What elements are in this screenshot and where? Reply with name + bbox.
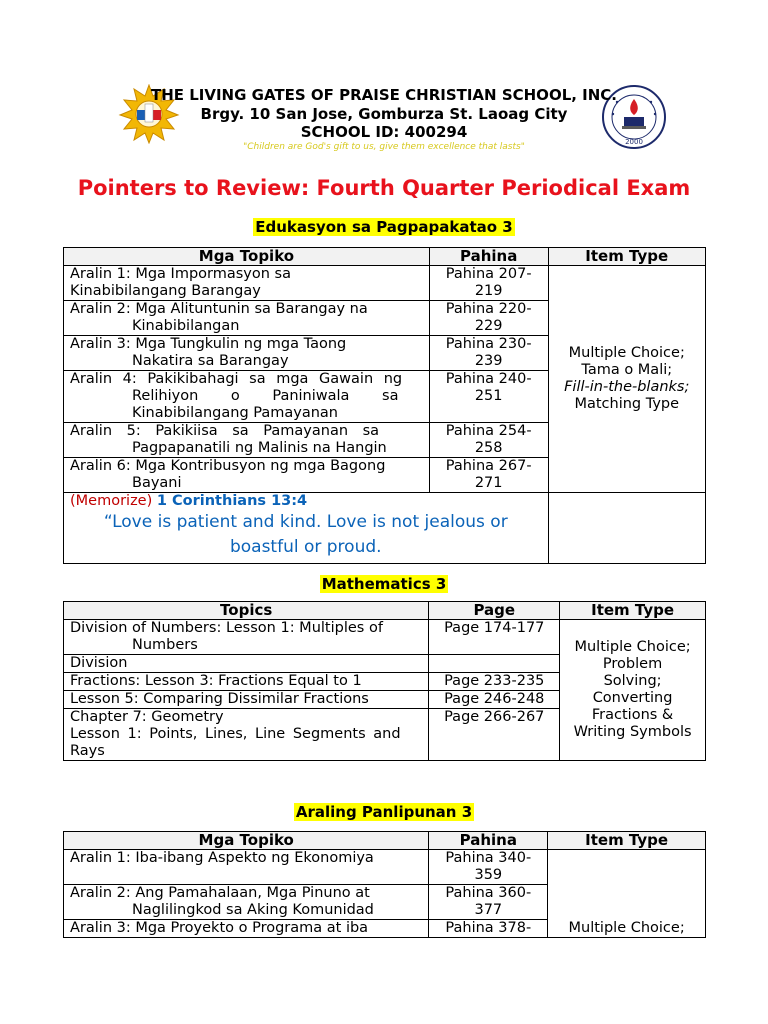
topic-cell: Aralin 6: Mga Kontribusyon ng mga Bagong Bayani: [64, 458, 430, 493]
topic-cell: Aralin 3: Mga Proyekto o Programa at iba: [64, 920, 429, 938]
page-cell: Pahina 240- 251: [429, 371, 548, 423]
page-cell: Pahina 254- 258: [429, 423, 548, 458]
topic-cell: Division: [64, 655, 429, 673]
topic-cell: Aralin 3: Mga Tungkulin ng mga Taong Nakatira sa Barangay: [64, 336, 430, 371]
verse-text-line1: “Love is patient and kind. Love is not jealous or: [103, 512, 508, 532]
column-header: Mga Topiko: [64, 248, 430, 266]
page-cell: Pahina 220- 229: [429, 301, 548, 336]
page-cell: Page 233-235: [429, 673, 560, 691]
school-address: Brgy. 10 San Jose, Gomburza St. Laoag City: [200, 105, 568, 123]
math-table: [63, 601, 706, 761]
topic-cell: Division of Numbers: Lesson 1: Multiples of Numbers: [64, 620, 429, 655]
memorize-label: (Memorize): [70, 493, 153, 509]
topic-cell: Aralin 1: Mga Impormasyon sa Kinabibilangang Barangay: [64, 266, 430, 301]
page-cell: Pahina 360- 377: [429, 885, 548, 920]
table-header-row: [64, 602, 706, 620]
seal-year: 2000: [625, 138, 643, 146]
column-header: Topics: [64, 602, 429, 620]
page-cell: Pahina 378-: [429, 920, 548, 938]
topic-cell: Chapter 7: Geometry Lesson 1: Points, Lines, Line Segments and Rays: [64, 709, 429, 761]
school-name: THE LIVING GATES OF PRAISE CHRISTIAN SCHOOL, INC.: [150, 86, 618, 104]
topic-cell: Aralin 2: Ang Pamahalaan, Mga Pinuno at Naglilingkod sa Aking Komunidad: [64, 885, 429, 920]
subject-heading-ap: Araling Panlipunan 3: [295, 803, 473, 821]
topic-cell: Aralin 2: Mga Alituntunin sa Barangay na Kinabibilangan: [64, 301, 430, 336]
column-header: Mga Topiko: [64, 832, 429, 850]
page-cell: [429, 655, 560, 673]
ap-table: [63, 831, 706, 938]
topic-cell: Aralin 1: Iba-ibang Aspekto ng Ekonomiya: [64, 850, 429, 885]
document-title: Pointers to Review: Fourth Quarter Periodical Exam: [77, 176, 691, 200]
table-row: [64, 266, 706, 301]
page-cell: Page 246-248: [429, 691, 560, 709]
school-motto: "Children are God's gift to us, give them excellence that lasts": [243, 142, 525, 152]
table-header-row: [64, 248, 706, 266]
subject-heading-esp: Edukasyon sa Pagpapakatao 3: [255, 218, 513, 236]
item-type-cell: Multiple Choice; Tama o Mali; Fill-in-the-blanks; Matching Type: [548, 266, 706, 493]
item-type-cell: Multiple Choice; Problem Solving; Converting Fractions & Writing Symbols: [560, 620, 706, 761]
topic-cell: Fractions: Lesson 3: Fractions Equal to 1: [64, 673, 429, 691]
table-row: [64, 850, 706, 885]
column-header: Pahina: [429, 832, 548, 850]
topic-cell: Aralin 4: Pakikibahagi sa mga Gawain ng Relihiyon o Paniniwala sa Kinabibilangang Pamayanan: [64, 371, 430, 423]
verse-reference: 1 Corinthians 13:4: [156, 493, 308, 509]
page-cell: Pahina 207- 219: [429, 266, 548, 301]
memory-verse-cell: [64, 493, 549, 564]
topic-cell: Aralin 5: Pakikiisa sa Pamayanan sa Pagpapanatili ng Malinis na Hangin: [64, 423, 430, 458]
memory-verse-row: [64, 493, 706, 564]
table-row: [64, 620, 706, 655]
empty-cell: [548, 493, 706, 564]
page-cell: Pahina 340- 359: [429, 850, 548, 885]
page-cell: Pahina 230- 239: [429, 336, 548, 371]
column-header: Item Type: [548, 832, 706, 850]
page-cell: Page 174-177: [429, 620, 560, 655]
item-type-cell: Multiple Choice;: [548, 850, 706, 938]
column-header: Item Type: [560, 602, 706, 620]
topic-cell: Lesson 5: Comparing Dissimilar Fractions: [64, 691, 429, 709]
esp-table: [63, 247, 706, 564]
column-header: Pahina: [429, 248, 548, 266]
table-header-row: [64, 832, 706, 850]
page-cell: Page 266-267: [429, 709, 560, 761]
subject-heading-math: Mathematics 3: [321, 575, 447, 593]
column-header: Item Type: [548, 248, 706, 266]
verse-text-line2: boastful or proud.: [229, 537, 382, 557]
school-id: SCHOOL ID: 400294: [300, 123, 468, 141]
column-header: Page: [429, 602, 560, 620]
page-cell: Pahina 267- 271: [429, 458, 548, 493]
